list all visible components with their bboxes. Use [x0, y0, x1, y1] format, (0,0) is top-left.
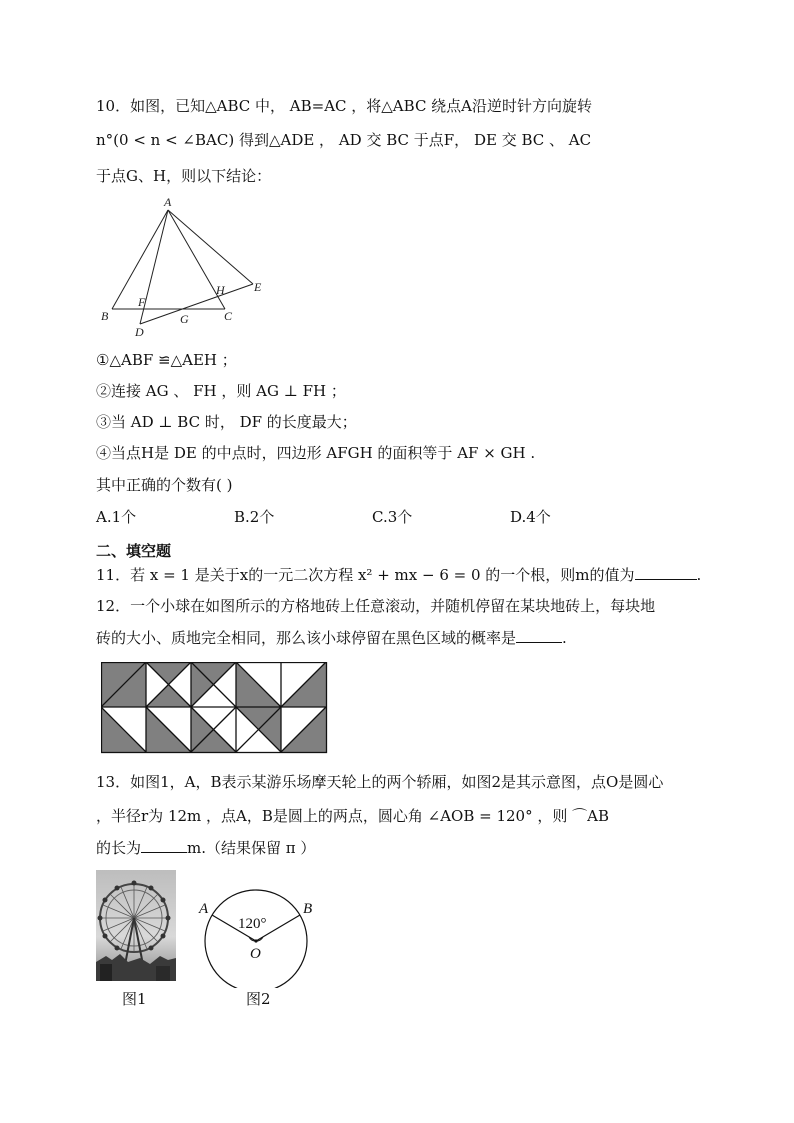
q12-line1: 12．一个小球在如图所示的方格地砖上任意滚动，并随机停留在某块地砖上，每块地: [96, 597, 656, 615]
q10-line1: 10．如图，已知△ABC 中， AB=AC ，将△ABC 绕点A沿逆时针方向旋转: [96, 97, 593, 115]
label-a-fig2: A: [199, 901, 209, 917]
label-f: F: [138, 295, 146, 309]
q13-circle-diagram: [196, 878, 326, 988]
segment-de: [140, 284, 253, 324]
figure1-caption: 图1: [122, 990, 147, 1008]
label-c: C: [224, 309, 233, 323]
figure2-caption: 图2: [246, 990, 271, 1008]
q12-tile-grid: [101, 662, 331, 754]
q10-triangle-figure: [96, 196, 276, 341]
label-a: A: [164, 196, 172, 209]
circle-o: [205, 890, 307, 988]
ferris-wheel-photo: [96, 870, 176, 981]
label-d: D: [135, 325, 144, 339]
label-h: H: [216, 283, 225, 297]
label-g: G: [180, 312, 189, 326]
q11-text: 11．若 x = 1 是关于x的一元二次方程 x² + mx − 6 = 0 的一个根，则m的值为: [96, 566, 635, 584]
q10-conclusion-3: ③当 AD ⊥ BC 时， DF 的长度最大；: [96, 413, 357, 431]
section-title: 二、填空题: [96, 542, 172, 560]
q13-line2: ，半径r为 12m ，点A，B是圆上的两点，圆心角 ∠AOB = 120° ，则 ⌒AB: [96, 807, 609, 825]
label-o-fig2: O: [250, 946, 261, 962]
center-dot: [254, 939, 257, 942]
q12-line2: [96, 628, 567, 648]
q11-line: [96, 565, 701, 585]
option-d: D.4个: [510, 508, 551, 526]
q13-text: 的长为: [96, 839, 142, 857]
q10-question: 其中正确的个数有( ): [96, 476, 233, 494]
shaded-triangle: [146, 662, 191, 685]
label-e: E: [254, 280, 262, 294]
shaded-triangle: [146, 685, 191, 708]
q12-text: 砖的大小、质地完全相同，那么该小球停留在黑色区域的概率是: [96, 629, 517, 647]
option-a: A.1个: [96, 508, 137, 526]
q11-period: .: [696, 566, 702, 584]
q13-text-tail: m.（结果保留 π ）: [187, 839, 316, 857]
q10-conclusion-4: ④当点H是 DE 的中点时，四边形 AFGH 的面积等于 AF × GH .: [96, 444, 536, 462]
q10-conclusion-1: ①△ABF ≌△AEH ；: [96, 351, 237, 369]
q13-line1: 13．如图1，A，B表示某游乐场摩天轮上的两个轿厢，如图2是其示意图，点O是圆心: [96, 773, 664, 791]
q13-answer-blank[interactable]: [141, 838, 187, 853]
q11-answer-blank[interactable]: [635, 565, 697, 580]
q12-period: .: [562, 629, 567, 647]
segment-ae: [168, 210, 253, 284]
label-b-fig2: B: [303, 901, 313, 917]
q10-conclusion-2: ②连接 AG 、 FH ，则 AG ⊥ FH ；: [96, 382, 346, 400]
q10-line3: 于点G、H，则以下结论：: [96, 167, 272, 185]
q13-line3: [96, 838, 315, 858]
label-b: B: [101, 309, 109, 323]
q10-line2: n°(0 < n < ∠BAC) 得到△ADE ， AD 交 BC 于点F， DE 交 BC 、 AC: [96, 131, 592, 149]
q12-answer-blank[interactable]: [516, 628, 562, 643]
option-c: C.3个: [372, 508, 413, 526]
option-b: B.2个: [234, 508, 275, 526]
angle-label: 120°: [238, 916, 267, 932]
